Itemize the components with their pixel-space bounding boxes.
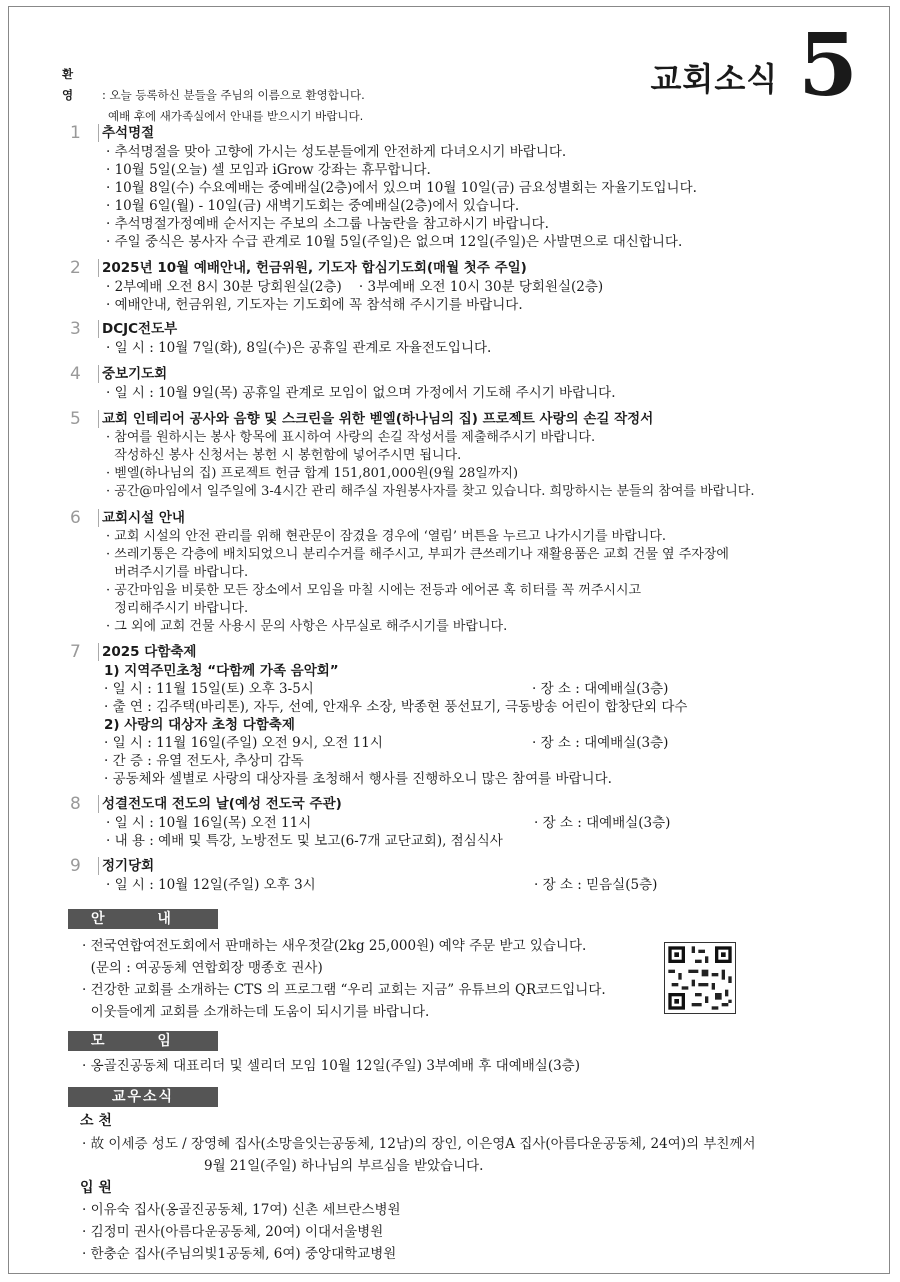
list-item: · 2부예배 오전 8시 30분 당회원실(2층) · 3부예배 오전 10시 30분 당회원실(2층) (106, 279, 604, 295)
list-item: · 한충순 집사(주님의빛1공동체, 6여) 중앙대학교병원 (82, 1246, 397, 1262)
section-title: 교회시설 안내 (102, 510, 185, 526)
section-title: 교회 인테리어 공사와 음향 및 스크린을 위한 벧엘(하나님의 집) 프로젝트 사랑의 손길 작정서 (102, 411, 654, 427)
section-number: 4 (70, 365, 99, 383)
evangel-date: · 일 시 : 10월 16일(목) 오전 11시 (106, 815, 312, 831)
page-number: 5 (798, 15, 858, 116)
hospital-list (82, 1199, 401, 1265)
session-date: · 일 시 : 10월 12일(주일) 오후 3시 (106, 877, 316, 893)
section-number: 8 (70, 795, 99, 813)
list-item: 작성하신 봉사 신청서는 봉헌 시 봉헌함에 넣어주시면 됩니다. (106, 448, 462, 463)
hospital-title: 입 원 (80, 1180, 112, 1196)
festival-sub-2: 2) 사랑의 대상자 초청 다함축제 (104, 717, 295, 733)
festival-1-date: · 일 시 : 11월 15일(토) 오후 3-5시 (104, 681, 314, 697)
section-number: 6 (70, 509, 99, 527)
list-item: · 건강한 교회를 소개하는 CTS 의 프로그램 “우리 교회는 지금” 유튜브의 QR코드입니다. (82, 982, 606, 998)
list-item: · 공간@마임에서 일주일에 3-4시간 관리 해주실 자원봉사자를 찾고 있습니다. 희망하시는 분들의 참여를 바랍니다. (106, 484, 755, 499)
welcome-line-2: 예배 후에 새가족실에서 안내를 받으시기 바랍니다. (108, 109, 364, 123)
section-title: DCJC전도부 (102, 321, 178, 337)
list-item: · 전국연합여전도회에서 판매하는 새우젓갈(2kg 25,000원) 예약 주문 받고 있습니다. (82, 938, 587, 954)
list-item: · 주일 중식은 봉사자 수급 관계로 10월 5일(주일)은 없으며 12일(주일)은 사발면으로 대신합니다. (106, 234, 683, 250)
section-number: 2 (70, 259, 99, 277)
welcome-line-1: : 오늘 등록하신 분들을 주님의 이름으로 환영합니다. (102, 88, 365, 102)
death-line-2: 9월 21일(주일) 하나님의 부르심을 받았습니다. (204, 1158, 484, 1174)
section-title: 성결전도대 전도의 날(예성 전도국 주관) (102, 796, 342, 812)
list-item: (문의 : 여공동체 연합회장 맹종호 권사) (82, 960, 323, 976)
festival-2-date: · 일 시 : 11월 16일(주일) 오전 9시, 오전 11시 (104, 735, 383, 751)
festival-1-cast: · 출 연 : 김주택(바리톤), 자두, 선예, 안재우 소장, 박종현 풍선묘기, 극동방송 어린이 합창단외 다수 (104, 699, 688, 715)
festival-2-note: · 공동체와 셀별로 사랑의 대상자를 초청해서 행사를 진행하오니 많은 참여를 바랍니다. (104, 771, 612, 787)
festival-2-testimony: · 간 증 : 유열 전도사, 추상미 감독 (104, 753, 304, 769)
list-item: · 일 시 : 10월 7일(화), 8일(수)은 공휴일 관계로 자율전도입니다. (106, 340, 492, 356)
page-header (650, 15, 859, 116)
festival-1-place: · 장 소 : 대예배실(3층) (532, 681, 669, 697)
list-item: · 예배안내, 헌금위원, 기도자는 기도회에 꼭 참석해 주시기를 바랍니다. (106, 297, 523, 313)
members-header: 교우소식 (68, 1087, 218, 1107)
section-title: 중보기도회 (102, 366, 168, 382)
list-item: · 이유숙 집사(옹골진공동체, 17여) 신촌 세브란스병원 (82, 1202, 401, 1218)
section-number: 9 (70, 857, 99, 875)
section-title: 정기당회 (102, 858, 155, 874)
section-number: 7 (70, 643, 99, 661)
list-item: · 쓰레기통은 각층에 배치되었으니 분리수거를 해주시고, 부피가 큰쓰레기나 재활용품은 교회 건물 옆 주자장에 (106, 547, 729, 562)
list-item: 이웃들에게 교회를 소개하는데 도움이 되시기를 바랍니다. (82, 1004, 430, 1020)
section-title: 2025 다함축제 (102, 644, 197, 660)
list-item: 정리해주시기 바랍니다. (106, 601, 249, 616)
section-number: 5 (70, 410, 99, 428)
list-item: · 10월 6일(월) - 10일(금) 새벽기도회는 중예배실(2층)에서 있습니다. (106, 198, 520, 214)
meeting-header: 모 임 (68, 1031, 218, 1051)
death-notice (82, 1133, 756, 1177)
list-item: · 10월 5일(오늘) 셀 모임과 iGrow 강좌는 휴무합니다. (106, 162, 431, 178)
qr-code-icon[interactable] (664, 942, 736, 1014)
list-item: 버려주시기를 바랍니다. (106, 565, 249, 580)
list-item: · 공간마임을 비롯한 모든 장소에서 모임을 마칠 시에는 전등과 에어콘 혹 히터를 꼭 꺼주시시고 (106, 583, 642, 598)
evangel-place: · 장 소 : 대예배실(3층) (534, 815, 671, 831)
meeting-line: · 옹골진공동체 대표리더 및 셀리더 모임 10월 12일(주일) 3부예배 후 대예배실(3층) (82, 1058, 580, 1074)
list-item: · 그 외에 교회 건물 사용시 문의 사항은 사무실로 해주시기를 바랍니다. (106, 619, 508, 634)
list-item: · 일 시 : 10월 9일(목) 공휴일 관계로 모임이 없으며 가정에서 기도해 주시기 바랍니다. (106, 385, 616, 401)
list-item: · 추석명절가정예배 순서지는 주보의 소그룹 나눔란을 참고하시기 바랍니다. (106, 216, 549, 232)
festival-2-place: · 장 소 : 대예배실(3층) (532, 735, 669, 751)
list-item: · 추석명절을 맞아 고향에 가시는 성도분들에게 안전하게 다녀오시기 바랍니다. (106, 144, 567, 160)
notice-header: 안 내 (68, 909, 218, 929)
session-place: · 장 소 : 믿음실(5층) (534, 877, 658, 893)
notice-list (82, 935, 606, 1023)
section-number: 1 (70, 124, 99, 142)
list-item: · 벧엘(하나님의 집) 프로젝트 헌금 합계 151,801,000원(9월 28일까지) (106, 466, 519, 481)
welcome-label: 환 영 (62, 67, 80, 102)
evangel-content: · 내 용 : 예배 및 특강, 노방전도 및 보고(6-7개 교단교회), 점심식사 (106, 833, 503, 849)
list-item: · 참여를 원하시는 봉사 항목에 표시하여 사랑의 손길 작성서를 제출해주시기 바랍니다. (106, 430, 596, 445)
death-title: 소 천 (80, 1113, 112, 1129)
festival-sub-1: 1) 지역주민초청 “다함께 가족 음악회” (104, 663, 339, 679)
page-title: 교회소식 (650, 60, 779, 98)
list-item: · 10월 8일(수) 수요예배는 중예배실(2층)에서 있으며 10월 10일(금) 금요성별회는 자율기도입니다. (106, 180, 697, 196)
section-number: 3 (70, 320, 99, 338)
death-line-1: · 故 이세증 성도 / 장영혜 집사(소망을잇는공동체, 12남)의 장인, 이은영A 집사(아름다운공동체, 24여)의 부친께서 (82, 1136, 756, 1152)
welcome-notice (62, 64, 365, 127)
section-title: 추석명절 (102, 125, 155, 141)
list-item: · 교회 시설의 안전 관리를 위해 현관문이 잠겼을 경우에 ‘열림’ 버튼을 누르고 나가시기를 바랍니다. (106, 529, 667, 544)
section-title: 2025년 10월 예배안내, 헌금위원, 기도자 합심기도회(매월 첫주 주일) (102, 260, 527, 276)
list-item: · 김정미 권사(아름다운공동체, 20여) 이대서울병원 (82, 1224, 384, 1240)
